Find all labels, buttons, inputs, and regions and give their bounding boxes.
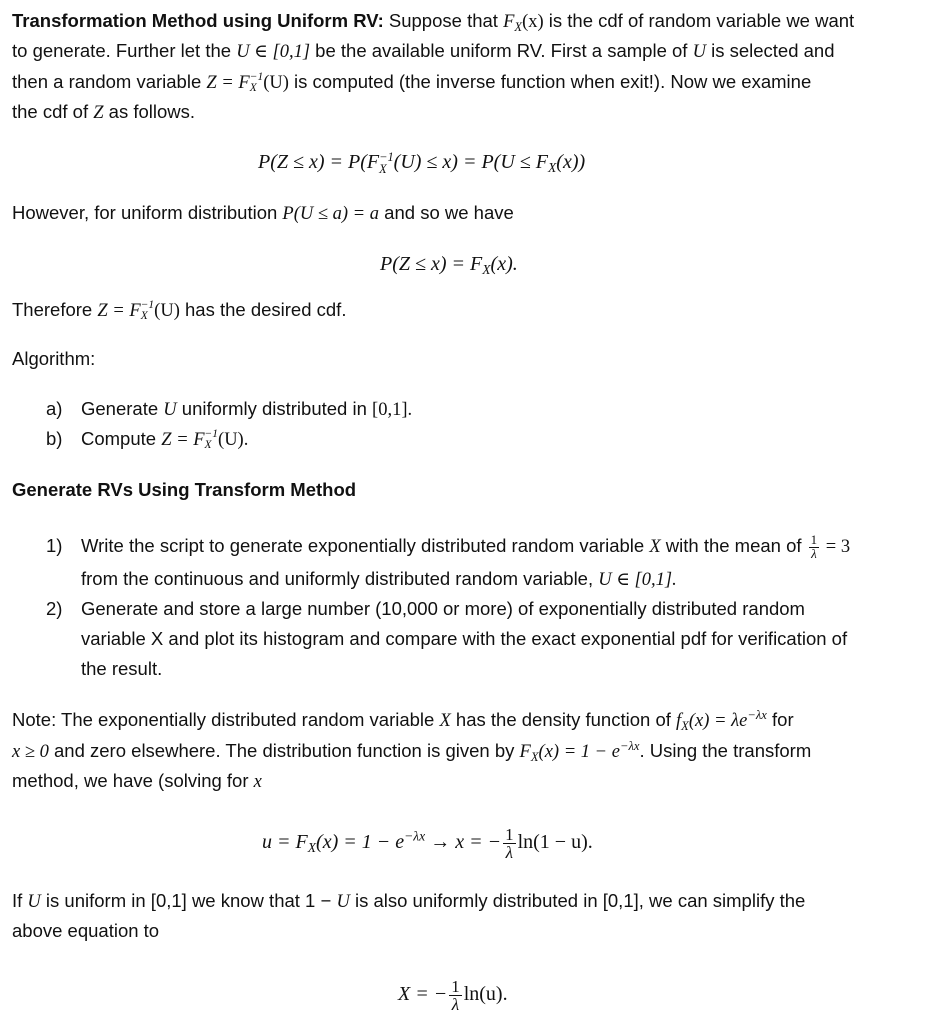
note-line-1: Note: The exponentially distributed random variable X has the density function of $f_X(x) = \lambda e^{-\lambda x}$ for xyxy=(12,708,794,733)
item2-line2: variable X and plot its histogram and compare with the exact exponential pdf for verification of xyxy=(81,628,848,649)
uniform-line: However, for uniform distribution P(U ≤ a) = a and so we have xyxy=(12,202,514,224)
intro-line-3: then a random variable Z = F −1 X (U) is computed (the inverse function when exit!). Now we examine xyxy=(12,70,812,95)
item2-line3: the result. xyxy=(81,658,163,679)
item2-line1: Generate and store a large number (10,000 or more) of exponentially distributed random xyxy=(81,598,805,619)
section-title: Transformation Method using Uniform RV xyxy=(12,10,378,31)
item2-label: 2) xyxy=(46,598,63,619)
simplify-line-2: above equation to xyxy=(12,920,160,941)
alg-b-label: b) xyxy=(46,428,63,449)
section2-title: Generate RVs Using Transform Method xyxy=(12,479,357,500)
equation-result: $P(Z \le x) = F_X(x)$. xyxy=(380,253,518,278)
alg-a-label: a) xyxy=(46,398,63,419)
intro-line-1: Transformation Method using Uniform RV: Suppose that $F_X(x)$ is the cdf of random variable we want xyxy=(12,10,855,34)
equation-transform: $u = F_X(x) = 1 - e^{-\lambda x} \to x$ = − $\frac{1}{\lambda}$ ln(1 − u). xyxy=(262,825,593,862)
equation-cdf-of-z: P(Z ≤ x) = P(F −1 X $(U) \le x) = P(U \le F_X(x))$ xyxy=(258,150,586,177)
note-line-3: method, we have (solving for x xyxy=(12,770,262,792)
alg-a-text: Generate U uniformly distributed in [0,1]. xyxy=(81,398,413,420)
intro-line-4: the cdf of Z as follows. xyxy=(12,101,196,123)
algorithm-label: Algorithm: xyxy=(12,348,96,369)
item1-label: 1) xyxy=(46,535,63,556)
intro-line-2: to generate. Further let the U ∈ [0,1] be the available uniform RV. First a sample of U is selected and xyxy=(12,40,835,62)
note-line-2: x ≥ 0 and zero elsewhere. The distribution function is given by $F_X(x) = 1 - e^{-\lambda x}$. Using the transform xyxy=(12,739,812,764)
item1-line2: from the continuous and uniformly distributed random variable, U ∈ [0,1]. xyxy=(81,568,677,590)
equation-final: X = − $\frac{1}{\lambda}$ ln(u). xyxy=(398,977,508,1014)
item1-line1: Write the script to generate exponentially distributed random variable X with the mean of $\frac{1}{\lambda}$ = 3 xyxy=(81,531,851,561)
simplify-line-1: If U is uniform in [0,1] we know that 1 − U is also uniformly distributed in [0,1], we can simplify the xyxy=(12,890,806,912)
therefore-line: Therefore Z = F −1 X (U) has the desired cdf. xyxy=(12,298,347,323)
alg-b-text: Compute Z = F −1 X (U). xyxy=(81,427,249,452)
